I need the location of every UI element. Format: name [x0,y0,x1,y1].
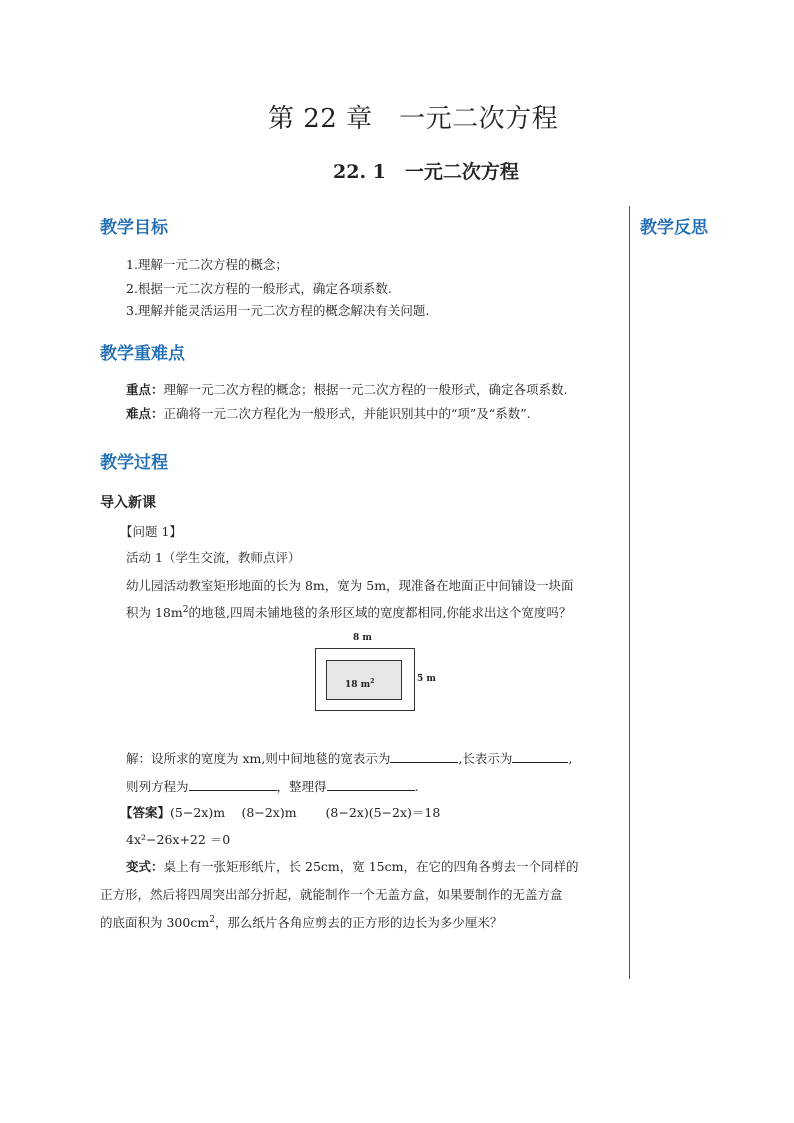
problem-line-2-a: 积为 18m [126,605,183,620]
hard-text: 正确将一元二次方程化为一般形式，并能识别其中的“项”及“系数”. [163,406,531,421]
figure-top-label: 8 m [353,633,372,643]
key-point [126,380,568,398]
answer-label: 【答案】 [120,805,171,820]
answer-text: (5−2x)m (8−2x)m (8−2x)(5−2x)＝18 [170,805,441,820]
answer-line [120,803,440,821]
solution2-text-c: . [414,779,419,794]
variant-line-1 [126,857,578,875]
solution-text-a: 解：设所求的宽度为 xm,则中间地毯的宽表示为 [126,751,391,766]
key-text: 理解一元二次方程的概念；根据一元二次方程的一般形式，确定各项系数. [163,382,568,397]
blank-simplified[interactable] [327,776,415,791]
figure-right-label: 5 m [417,674,436,684]
process-heading: 教学过程 [100,453,168,473]
variant-line-3 [100,913,502,931]
page-title: 第 22 章 一元二次方程 [268,104,559,134]
blank-width[interactable] [390,748,458,763]
rectangle-figure [313,630,443,712]
solution-line-1 [126,748,572,767]
solution-line-2 [126,776,419,795]
goal-item: 1.理解一元二次方程的概念； [126,257,288,272]
variant-text-3b: ，那么纸片各角应剪去的正方形的边长为多少厘米？ [214,915,503,930]
blank-length[interactable] [512,748,568,763]
variant-line-2: 正方形，然后将四周突出部分折起，就能制作一个无盖方盒，如果要制作的无盖方盒 [100,887,563,902]
reflection-heading: 教学反思 [640,218,708,238]
solution2-text-a: 则列方程为 [126,779,189,794]
equation-line: 4x²−26x+22 ＝0 [126,832,231,847]
inner-label-sup: 2 [370,678,375,685]
problem-line-1: 幼儿园活动教室矩形地面的长为 8m，宽为 5m，现准备在地面正中间铺设一块面 [126,578,574,593]
key-label: 重点： [126,382,164,397]
intro-heading: 导入新课 [100,495,156,511]
problem-line-2 [126,603,571,621]
variant-sup: 2 [209,914,215,925]
solution2-text-b: ，整理得 [276,779,327,794]
blank-equation[interactable] [189,776,277,791]
variant-label: 变式： [126,859,164,874]
question-label: 【问题 1】 [120,524,182,539]
keypoints-heading: 教学重难点 [100,344,185,364]
figure-inner-label [345,678,374,690]
problem-line-2-b: 的地毯,四周未铺地毯的条形区域的宽度都相同,你能求出这个宽度吗？ [188,605,572,620]
inner-label-text: 18 m [345,680,371,690]
activity-label: 活动 1（学生交流，教师点评） [126,550,301,565]
variant-text-1: 桌上有一张矩形纸片，长 25cm，宽 15cm，在它的四角各剪去一个同样的 [163,859,579,874]
goals-heading: 教学目标 [100,218,168,238]
hard-point [126,404,531,422]
hard-label: 难点： [126,406,164,421]
column-divider [629,206,630,979]
solution-text-c: , [568,751,573,766]
problem-sup: 2 [182,604,189,615]
solution-text-b: ,长表示为 [458,751,513,766]
goal-item: 3.理解并能灵活运用一元二次方程的概念解决有关问题. [126,303,430,318]
variant-text-3a: 的底面积为 300cm [100,915,210,930]
page-subtitle: 22. 1 一元二次方程 [333,161,519,183]
goal-item: 2.根据一元二次方程的一般形式，确定各项系数. [126,281,392,296]
